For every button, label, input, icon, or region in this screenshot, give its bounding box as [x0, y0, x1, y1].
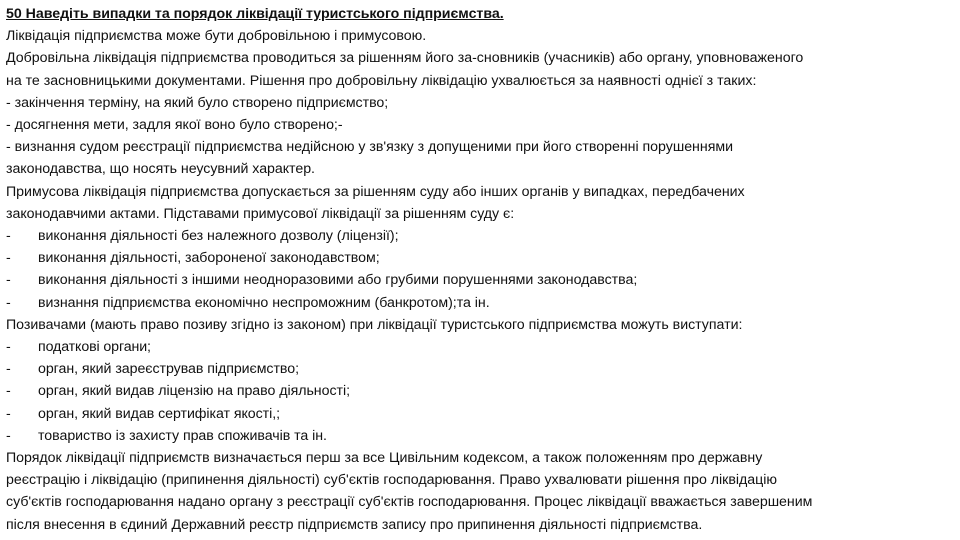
voluntary-paragraph-line: Добровільна ліквідація підприємства проводиться за рішенням його за-сновників (учасників) або органу, уповноваженого [6, 50, 804, 67]
plaintiff-list-item [6, 358, 954, 380]
list-item-text: податкові органи; [38, 339, 151, 356]
plaintiff-list-item [6, 380, 954, 402]
list-dash: - [6, 228, 11, 245]
list-item-text: орган, який видав сертифікат якості,; [38, 405, 280, 422]
list-item-text: орган, який видав ліцензію на право діяльності; [38, 383, 350, 400]
procedure-paragraph-line: реєстрацію і ліквідацію (припинення діяльності) суб'єктів господарювання. Право ухвалювати рішення про ліквідацію [6, 472, 777, 489]
forced-list-item [6, 225, 954, 247]
forced-list-item [6, 269, 954, 291]
list-dash: - [6, 427, 11, 444]
voluntary-list-item: - закінчення терміну, на який було створено підприємство; [6, 94, 389, 111]
list-dash: - [6, 272, 11, 289]
list-item-text: виконання діяльності без належного дозволу (ліцензії); [38, 228, 399, 245]
list-item-text: орган, який зареєстрував підприємство; [38, 361, 299, 378]
list-dash: - [6, 383, 11, 400]
list-item-text: виконання діяльності з іншими неодноразовими або грубими порушеннями законодавства; [38, 272, 638, 289]
forced-list-item [6, 247, 954, 269]
voluntary-list-item: - досягнення мети, задля якої воно було створено;- [6, 117, 343, 134]
list-dash: - [6, 294, 11, 311]
list-dash: - [6, 339, 11, 356]
list-dash: - [6, 250, 11, 267]
intro-text: Ліквідація підприємства може бути добровільною і примусовою. [6, 28, 427, 45]
procedure-paragraph-line: після внесення в єдиний Державний реєстр підприємств запису про припинення діяльності підприємства. [6, 516, 703, 533]
voluntary-paragraph-line: на те засновницькими документами. Рішення про добровільну ліквідацію ухвалюється за наявності однієї з таких: [6, 72, 757, 89]
list-item-text: визнання підприємства економічно неспроможним (банкротом);та ін. [38, 294, 490, 311]
list-dash: - [6, 405, 11, 422]
plaintiff-list-item [6, 425, 954, 447]
plaintiff-list-item [6, 336, 954, 358]
list-dash: - [6, 361, 11, 378]
forced-paragraph-line: Примусова ліквідація підприємства допускається за рішенням суду або інших органів у випадках, передбачених [6, 183, 745, 200]
forced-paragraph-line: законодавчими актами. Підставами примусової ліквідації за рішенням суду є: [6, 205, 515, 222]
forced-list-item [6, 292, 954, 314]
plaintiff-list-item [6, 403, 954, 425]
procedure-paragraph-line: Порядок ліквідації підприємств визначається перш за все Цивільним кодексом, а також положенням про державну [6, 450, 763, 467]
procedure-paragraph-line: суб'єктів господарювання надано органу з реєстрації суб'єктів господарювання. Процес ліквідації вважається завершеним [6, 494, 813, 511]
voluntary-list-item: - визнання судом реєстрації підприємства недійсною у зв'язку з допущеними при його створенні порушеннями [6, 139, 733, 156]
page-title: 50 Наведіть випадки та порядок ліквідації туристського підприємства. [6, 6, 504, 22]
voluntary-list-item-continuation: законодавства, що носять неусувний характер. [6, 161, 315, 178]
plaintiffs-paragraph: Позивачами (мають право позиву згідно із законом) при ліквідації туристського підприємства можуть виступати: [6, 316, 743, 333]
list-item-text: товариство із захисту прав споживачів та ін. [38, 427, 327, 444]
list-item-text: виконання діяльності, забороненої законодавством; [38, 250, 380, 267]
